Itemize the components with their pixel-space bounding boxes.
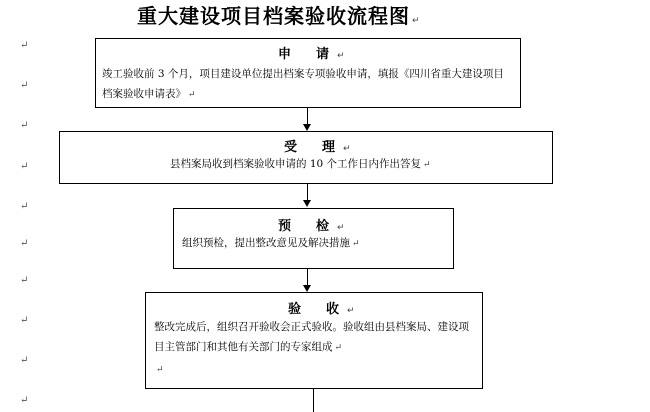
step-acceptance-empty-line bbox=[154, 359, 164, 380]
paragraph-mark-icon: ↵ bbox=[347, 306, 361, 316]
paragraph-mark-icon: ↵ bbox=[20, 355, 29, 366]
paragraph-mark-icon: ↵ bbox=[20, 275, 29, 286]
paragraph-mark-icon: ↵ bbox=[20, 201, 29, 212]
arrow-down-icon bbox=[303, 200, 311, 207]
paragraph-mark-icon: ↵ bbox=[337, 223, 351, 233]
flow-arrow-line bbox=[307, 269, 308, 286]
step-precheck-heading: 预 检 ↵ bbox=[278, 219, 351, 234]
paragraph-mark-icon: ↵ bbox=[352, 239, 360, 249]
step-apply-heading: 申 请 ↵ bbox=[278, 47, 351, 62]
paragraph-mark-icon: ↵ bbox=[412, 16, 421, 26]
flow-arrow-line bbox=[307, 108, 308, 124]
paragraph-mark-icon: ↵ bbox=[334, 343, 343, 353]
paragraph-mark-icon: ↵ bbox=[20, 315, 29, 326]
step-acceptance-box bbox=[145, 292, 483, 389]
arrow-down-icon bbox=[303, 285, 311, 292]
title-text: 重大建设项目档案验收流程图 bbox=[137, 4, 410, 28]
step-apply-text: 竣工验收前 3 个月，项目建设单位提出档案专项验收申请，填报《四川省重大建设项目档案验收申请表》 ↵ bbox=[102, 68, 504, 100]
paragraph-mark-icon: ↵ bbox=[20, 161, 29, 172]
step-precheck-text: 组织预检，提出整改意见及解决措施 ↵ bbox=[182, 237, 360, 249]
step-acceptance-text: 整改完成后，组织召开验收会正式验收。验收组由县档案局、建设项目主管部门和其他有关部门的专家组成 ↵ bbox=[154, 321, 469, 353]
paragraph-mark-icon: ↵ bbox=[20, 120, 29, 131]
paragraph-mark-icon: ↵ bbox=[20, 80, 29, 91]
step-accept-heading: 受 理 ↵ bbox=[284, 140, 357, 155]
paragraph-mark-icon: ↵ bbox=[20, 395, 29, 406]
paragraph-mark-icon: ↵ bbox=[20, 238, 29, 249]
step-acceptance-heading: 验 收 ↵ bbox=[288, 302, 361, 317]
paragraph-mark-icon: ↵ bbox=[156, 365, 164, 375]
step-accept-box bbox=[59, 131, 553, 184]
paragraph-mark-icon: ↵ bbox=[337, 51, 351, 61]
page-title bbox=[137, 0, 421, 29]
arrow-down-icon bbox=[303, 124, 311, 131]
step-precheck-box bbox=[173, 208, 454, 269]
paragraph-mark-icon: ↵ bbox=[343, 144, 357, 154]
paragraph-mark-icon: ↵ bbox=[188, 90, 196, 100]
paragraph-mark-icon: ↵ bbox=[20, 40, 29, 51]
paragraph-mark-icon: ↵ bbox=[423, 160, 431, 170]
flow-arrow-line bbox=[313, 389, 314, 412]
flow-arrow-line bbox=[307, 184, 308, 200]
step-accept-text: 县档案局收到档案验收申请的 10 个工作日内作出答复 ↵ bbox=[170, 158, 431, 170]
step-apply-box bbox=[95, 38, 521, 108]
